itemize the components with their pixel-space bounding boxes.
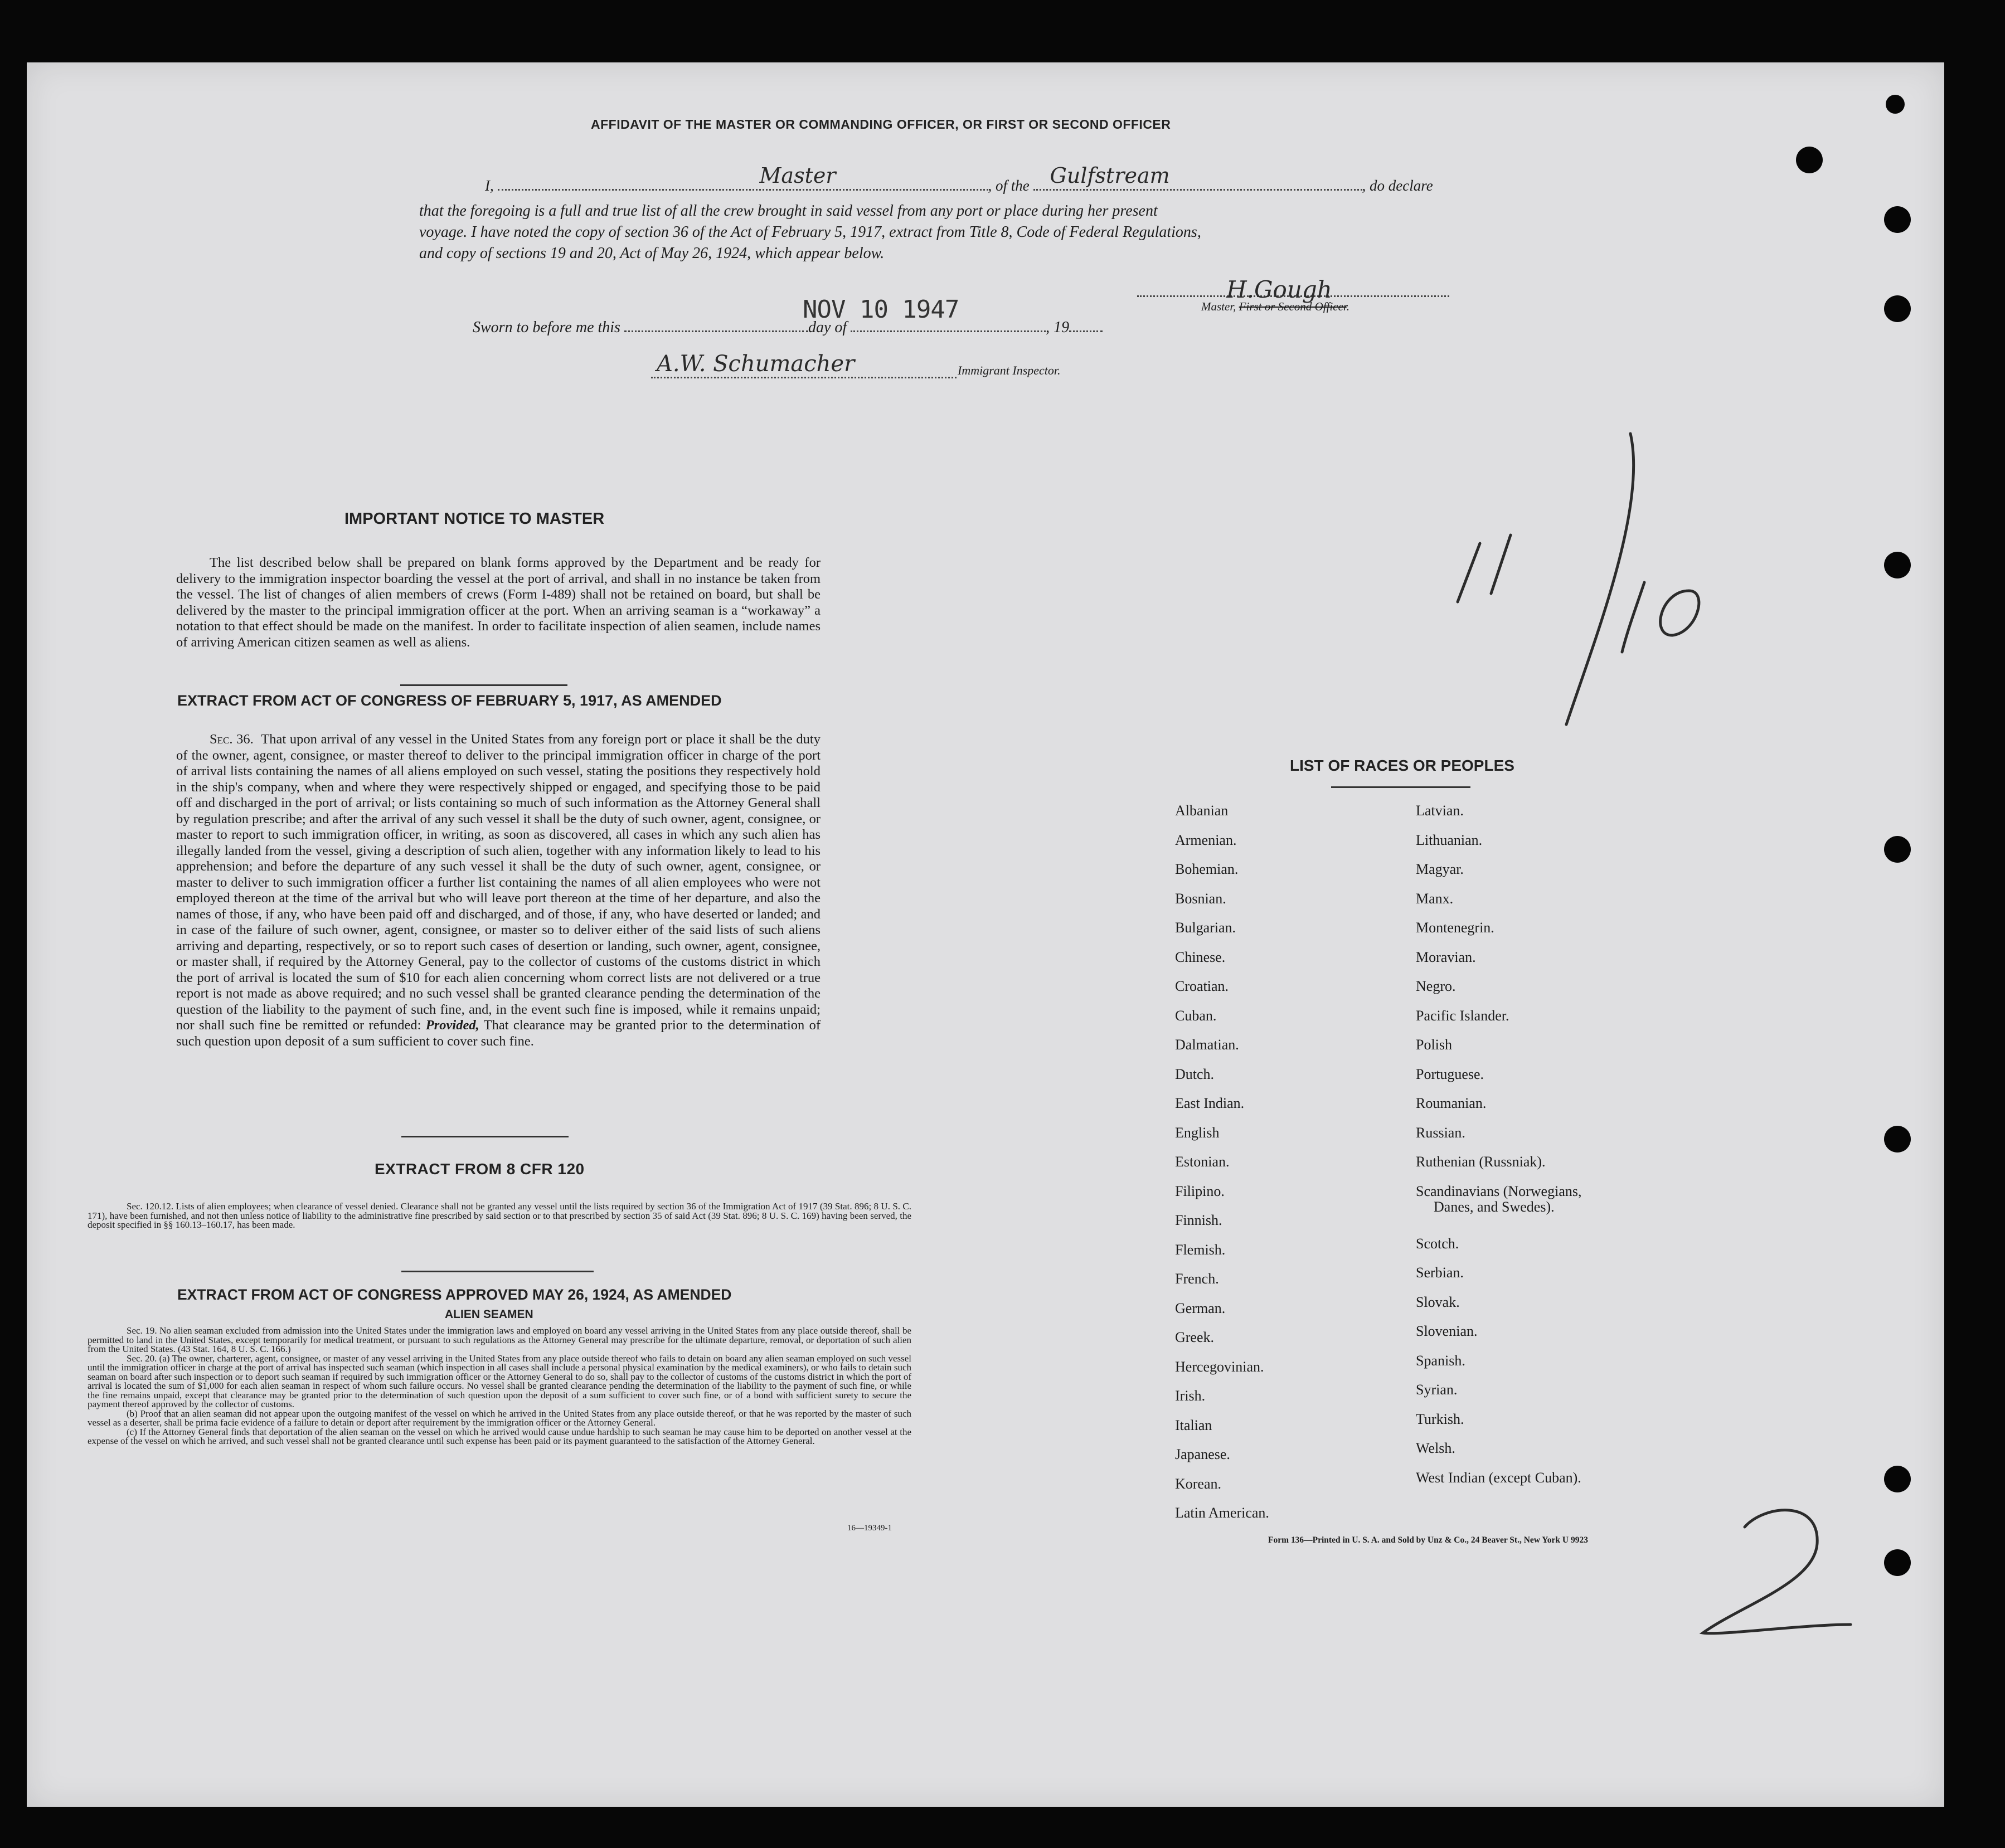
master-name-handwriting: Master <box>759 163 836 188</box>
sec-19-text: Sec. 19. No alien seaman excluded from admission into the United States under the immigration laws and employed on board any vessel arriving in the United States from any place outside thereof, shall be permitted to land in the United States, except temporarily for medical treatment, or pursuant to such regulations as the Attorney General may prescribe for the ultimate departure, removal, or deportation of such alien from the United States. (43 Stat. 164, 8 U. S. C. 166.) <box>88 1325 911 1354</box>
race-item: Syrian. <box>1416 1382 1458 1398</box>
race-item: Armenian. <box>1175 831 1237 848</box>
race-item: Irish. <box>1175 1388 1206 1404</box>
punch-hole <box>1884 552 1911 578</box>
divider <box>401 1136 569 1137</box>
race-item: Spanish. <box>1416 1352 1465 1369</box>
race-item: Flemish. <box>1175 1241 1226 1258</box>
race-item: Manx. <box>1416 890 1454 907</box>
punch-hole <box>1884 1126 1911 1152</box>
notice-text: The list described below shall be prepared on blank forms approved by the Department and be ready for delivery to the immigration inspector boarding the vessel at the port of arrival, and shall in no instance be taken from the vessel. The list of changes of alien members of crews (Form I-489) shall not be retained on board, but shall be delivered by the master to the principal immigration officer at the port. When an arriving seaman is a “workaway” a notation to that effect should be made on the manifest. In order to facilitate inspection of alien seamen, include names of arriving American citizen seamen as well as aliens. <box>176 555 821 650</box>
master-caption: Master, First or Second Officer. <box>1201 300 1349 313</box>
declaration-line <box>485 163 1488 194</box>
race-item: Magyar. <box>1416 861 1464 877</box>
race-item: Bosnian. <box>1175 890 1226 907</box>
inspector-signature-line <box>651 377 957 378</box>
race-item: Moravian. <box>1416 949 1476 965</box>
race-item: Scotch. <box>1416 1235 1459 1252</box>
master-signature: H.Gough <box>1226 276 1332 303</box>
race-item: Croatian. <box>1175 978 1229 994</box>
punch-hole <box>1796 147 1823 173</box>
race-item: West Indian (except Cuban). <box>1416 1469 1581 1486</box>
name-field <box>498 163 988 191</box>
race-item: Pacific Islander. <box>1416 1007 1509 1024</box>
extract-1917-text: Sec. 36. That upon arrival of any vessel in the United States from any foreign port or place it shall be the duty of the owner, agent, consignee, or master thereof to deliver to the principal immigration officer in charge of the port of arrival lists containing the names of all aliens employed on such vessel, stating the positions they respectively hold in the ship's company, when and where they were respectively shipped or engaged, and specifying those to be paid off and discharged in the port of arrival; or lists containing so much of such information as the Attorney General shall by regulation prescribe; and after the arrival of any such vessel it shall be the duty of such owner, agent, consignee, or master to report to such immigration officer, in writing, as soon as discovered, all cases in which any such alien has illegally landed from the vessel, giving a description of such alien, together with any information likely to lead to his apprehension; and before the departure of any such vessel it shall be the duty of such owner, agent, consignee, or master to deliver to such immigration officer a further list containing the names of all alien employees who were not employed thereon at the time of the arrival but who will leave port thereon at the time of her departure, and also the names of those, if any, who have been paid off and discharged, and of those, if any, who have deserted or landed; and in case of the failure of such owner, agent, consignee, or master so to deliver either of the said lists of such aliens arriving and departing, respectively, or so to report such cases of desertion or landing, such owner, agent, consignee, or master shall, if required by the Attorney General, pay to the collector of customs of the customs district in which the port of arrival is located the sum of $10 for each alien concerning whom correct lists are not delivered or a true report is not made as above required; and no such vessel shall be granted clearance pending the determination of the question of the liability to the payment of such fine, and, in the event such fine is imposed, while it remains unpaid; nor shall such fine be remitted or refunded: Provided, That clearance may be granted prior to the determination of such question upon deposit of a sum sufficient to cover such fine. <box>176 732 821 1049</box>
race-item: Negro. <box>1416 978 1456 994</box>
day-of-label: day of <box>808 319 847 336</box>
page-number-annotation <box>1692 1505 1859 1650</box>
race-item: Latin American. <box>1175 1505 1269 1521</box>
race-item: Slovenian. <box>1416 1323 1478 1339</box>
punch-hole <box>1884 836 1911 863</box>
vessel-name-handwriting: Gulfstream <box>1050 163 1170 188</box>
race-item: Chinese. <box>1175 949 1226 965</box>
race-item: Montenegrin. <box>1416 920 1494 936</box>
race-item: Estonian. <box>1175 1154 1230 1170</box>
form-code: 16—19349-1 <box>847 1524 892 1533</box>
race-item: Russian. <box>1416 1124 1465 1141</box>
printer-imprint: Form 136—Printed in U. S. A. and Sold by Unz & Co., 24 Beaver St., New York U 9923 <box>1268 1535 1588 1545</box>
race-item: Hercegovinian. <box>1175 1358 1264 1375</box>
extract-cfr-heading: EXTRACT FROM 8 CFR 120 <box>375 1160 585 1178</box>
race-item: Serbian. <box>1416 1265 1464 1281</box>
race-item: Bulgarian. <box>1175 920 1236 936</box>
alien-seamen-subheading: ALIEN SEAMEN <box>445 1308 533 1321</box>
race-item: Filipino. <box>1175 1183 1225 1199</box>
declaration-line-2: voyage. I have noted the copy of section 36 of the Act of February 5, 1917, extract from Title 8, Code of Federal Regulations, <box>419 223 1201 241</box>
race-item: Welsh. <box>1416 1440 1455 1456</box>
vessel-field <box>1033 163 1362 191</box>
sec-20a-text: Sec. 20. (a) The owner, charterer, agent, consignee, or master of any vessel arriving in the United States from any place outside thereof who fails to detain on board any alien seaman employed on such vessel until the immigration officer in charge at the port of arrival has inspected such seaman (which inspection in all cases shall include a personal physical examination by the medical examiners), or who fails to detain such seaman on board after such inspection or to deport such seaman if required by such immigration officer or the Attorney General to do so, shall pay to the collector of customs of the customs district in which the port of arrival is located the sum of $1,000 for each alien seaman in respect of whom such failure occurs. No vessel shall be granted clearance pending the determination of the liability to the payment of such fine, or while the fine remains unpaid, except that clearance may be granted prior to the determination of such question upon the deposit of a sum sufficient to cover such fine, or of a bond with sufficient surety to secure the payment thereof approved by the collector of customs. <box>88 1353 911 1409</box>
races-heading: LIST OF RACES OR PEOPLES <box>1290 757 1514 774</box>
race-item: Finnish. <box>1175 1212 1222 1228</box>
do-declare-label: , do declare <box>1362 177 1433 194</box>
race-item: Italian <box>1175 1417 1212 1433</box>
race-item: Korean. <box>1175 1475 1222 1492</box>
race-item: Albanian <box>1175 803 1229 819</box>
extract-1924-heading: EXTRACT FROM ACT OF CONGRESS APPROVED MAY 26, 1924, AS AMENDED <box>177 1286 732 1303</box>
declaration-line-3: and copy of sections 19 and 20, Act of May 26, 1924, which appear below. <box>419 245 885 262</box>
date-annotation <box>1427 424 1739 747</box>
race-item: Latvian. <box>1416 803 1464 819</box>
i-label: I, <box>485 177 494 194</box>
race-item: Japanese. <box>1175 1446 1230 1462</box>
punch-hole <box>1884 1466 1911 1492</box>
extract-1924-text <box>88 1326 911 1446</box>
divider <box>1331 786 1470 788</box>
date-stamp: NOV 10 1947 <box>803 295 959 324</box>
sec-20c-text: (c) If the Attorney General finds that deportation of the alien seaman on the vessel on which he arrived would cause undue hardship to such seaman he may cause him to be deported on another vessel at the expense of the vessel on which he arrived, and such vessel shall not be granted clearance until such expense has been paid or its payment guaranteed to the satisfaction of the Attorney General. <box>88 1426 911 1446</box>
punch-hole <box>1884 1549 1911 1576</box>
declaration-line-1: that the foregoing is a full and true list of all the crew brought in said vessel from any port or place during her present <box>419 202 1158 220</box>
race-item: Polish <box>1416 1037 1453 1053</box>
race-item: Lithuanian. <box>1416 831 1483 848</box>
race-item: Slovak. <box>1416 1293 1460 1310</box>
race-item: Portuguese. <box>1416 1066 1484 1082</box>
punch-hole <box>1884 295 1911 322</box>
inspector-signature: A.W. Schumacher <box>657 351 855 377</box>
race-item: French. <box>1175 1271 1219 1287</box>
of-the-label: , of the <box>988 177 1030 194</box>
race-item: Cuban. <box>1175 1007 1217 1024</box>
race-item: Dalmatian. <box>1175 1037 1239 1053</box>
race-item: German. <box>1175 1300 1226 1316</box>
punch-hole <box>1886 95 1905 114</box>
race-item: Ruthenian (Russniak). <box>1416 1154 1546 1170</box>
sworn-prefix: Sworn to before me this <box>473 319 620 336</box>
inspector-caption: Immigrant Inspector. <box>958 363 1061 377</box>
extract-1917-heading: EXTRACT FROM ACT OF CONGRESS OF FEBRUARY 5, 1917, AS AMENDED <box>177 692 722 709</box>
race-item: Scandinavians (Norwegians, <box>1416 1183 1582 1199</box>
year-prefix: , 19 <box>1046 319 1070 336</box>
extract-cfr-text: Sec. 120.12. Lists of alien employees; when clearance of vessel denied. Clearance shall not be granted any vessel until the lists required by section 36 of the Immigration Act of 1917 (39 Stat. 896; 8 U. S. C. 171), have been furnished, and not then unless notice of liability to the administrative fine prescribed by said section or to that prescribed by section 35 of said Act (39 Stat. 896; 8 U. S. C. 169) having been served, the deposit specified in §§ 160.13–160.17, has been made. <box>88 1201 911 1230</box>
affidavit-title: AFFIDAVIT OF THE MASTER OR COMMANDING OFFICER, OR FIRST OR SECOND OFFICER <box>591 117 1171 132</box>
punch-hole <box>1884 206 1911 233</box>
race-item: Bohemian. <box>1175 861 1239 877</box>
declaration-body <box>419 201 1489 264</box>
divider <box>401 1271 594 1272</box>
sec-20b-text: (b) Proof that an alien seaman did not appear upon the outgoing manifest of the vessel on which he arrived in the United States from any place outside thereof, or that he was reported by the master of such vessel as a deserter, shall be prima facie evidence of a failure to detain or deport after requirement by the immigration officer or the Attorney General. <box>88 1408 911 1428</box>
race-item: Turkish. <box>1416 1411 1464 1427</box>
race-item: Greek. <box>1175 1329 1215 1345</box>
sec-36-label: Sec. 36. <box>210 732 254 747</box>
race-item: Danes, and Swedes). <box>1434 1198 1555 1215</box>
divider <box>400 684 567 686</box>
sworn-line <box>473 319 1103 337</box>
notice-heading: IMPORTANT NOTICE TO MASTER <box>344 510 605 528</box>
race-item: Roumanian. <box>1416 1095 1487 1111</box>
race-item: Dutch. <box>1175 1066 1215 1082</box>
struck-caption: First or Second Officer <box>1239 300 1347 313</box>
race-item: East Indian. <box>1175 1095 1245 1111</box>
race-item: English <box>1175 1124 1220 1141</box>
